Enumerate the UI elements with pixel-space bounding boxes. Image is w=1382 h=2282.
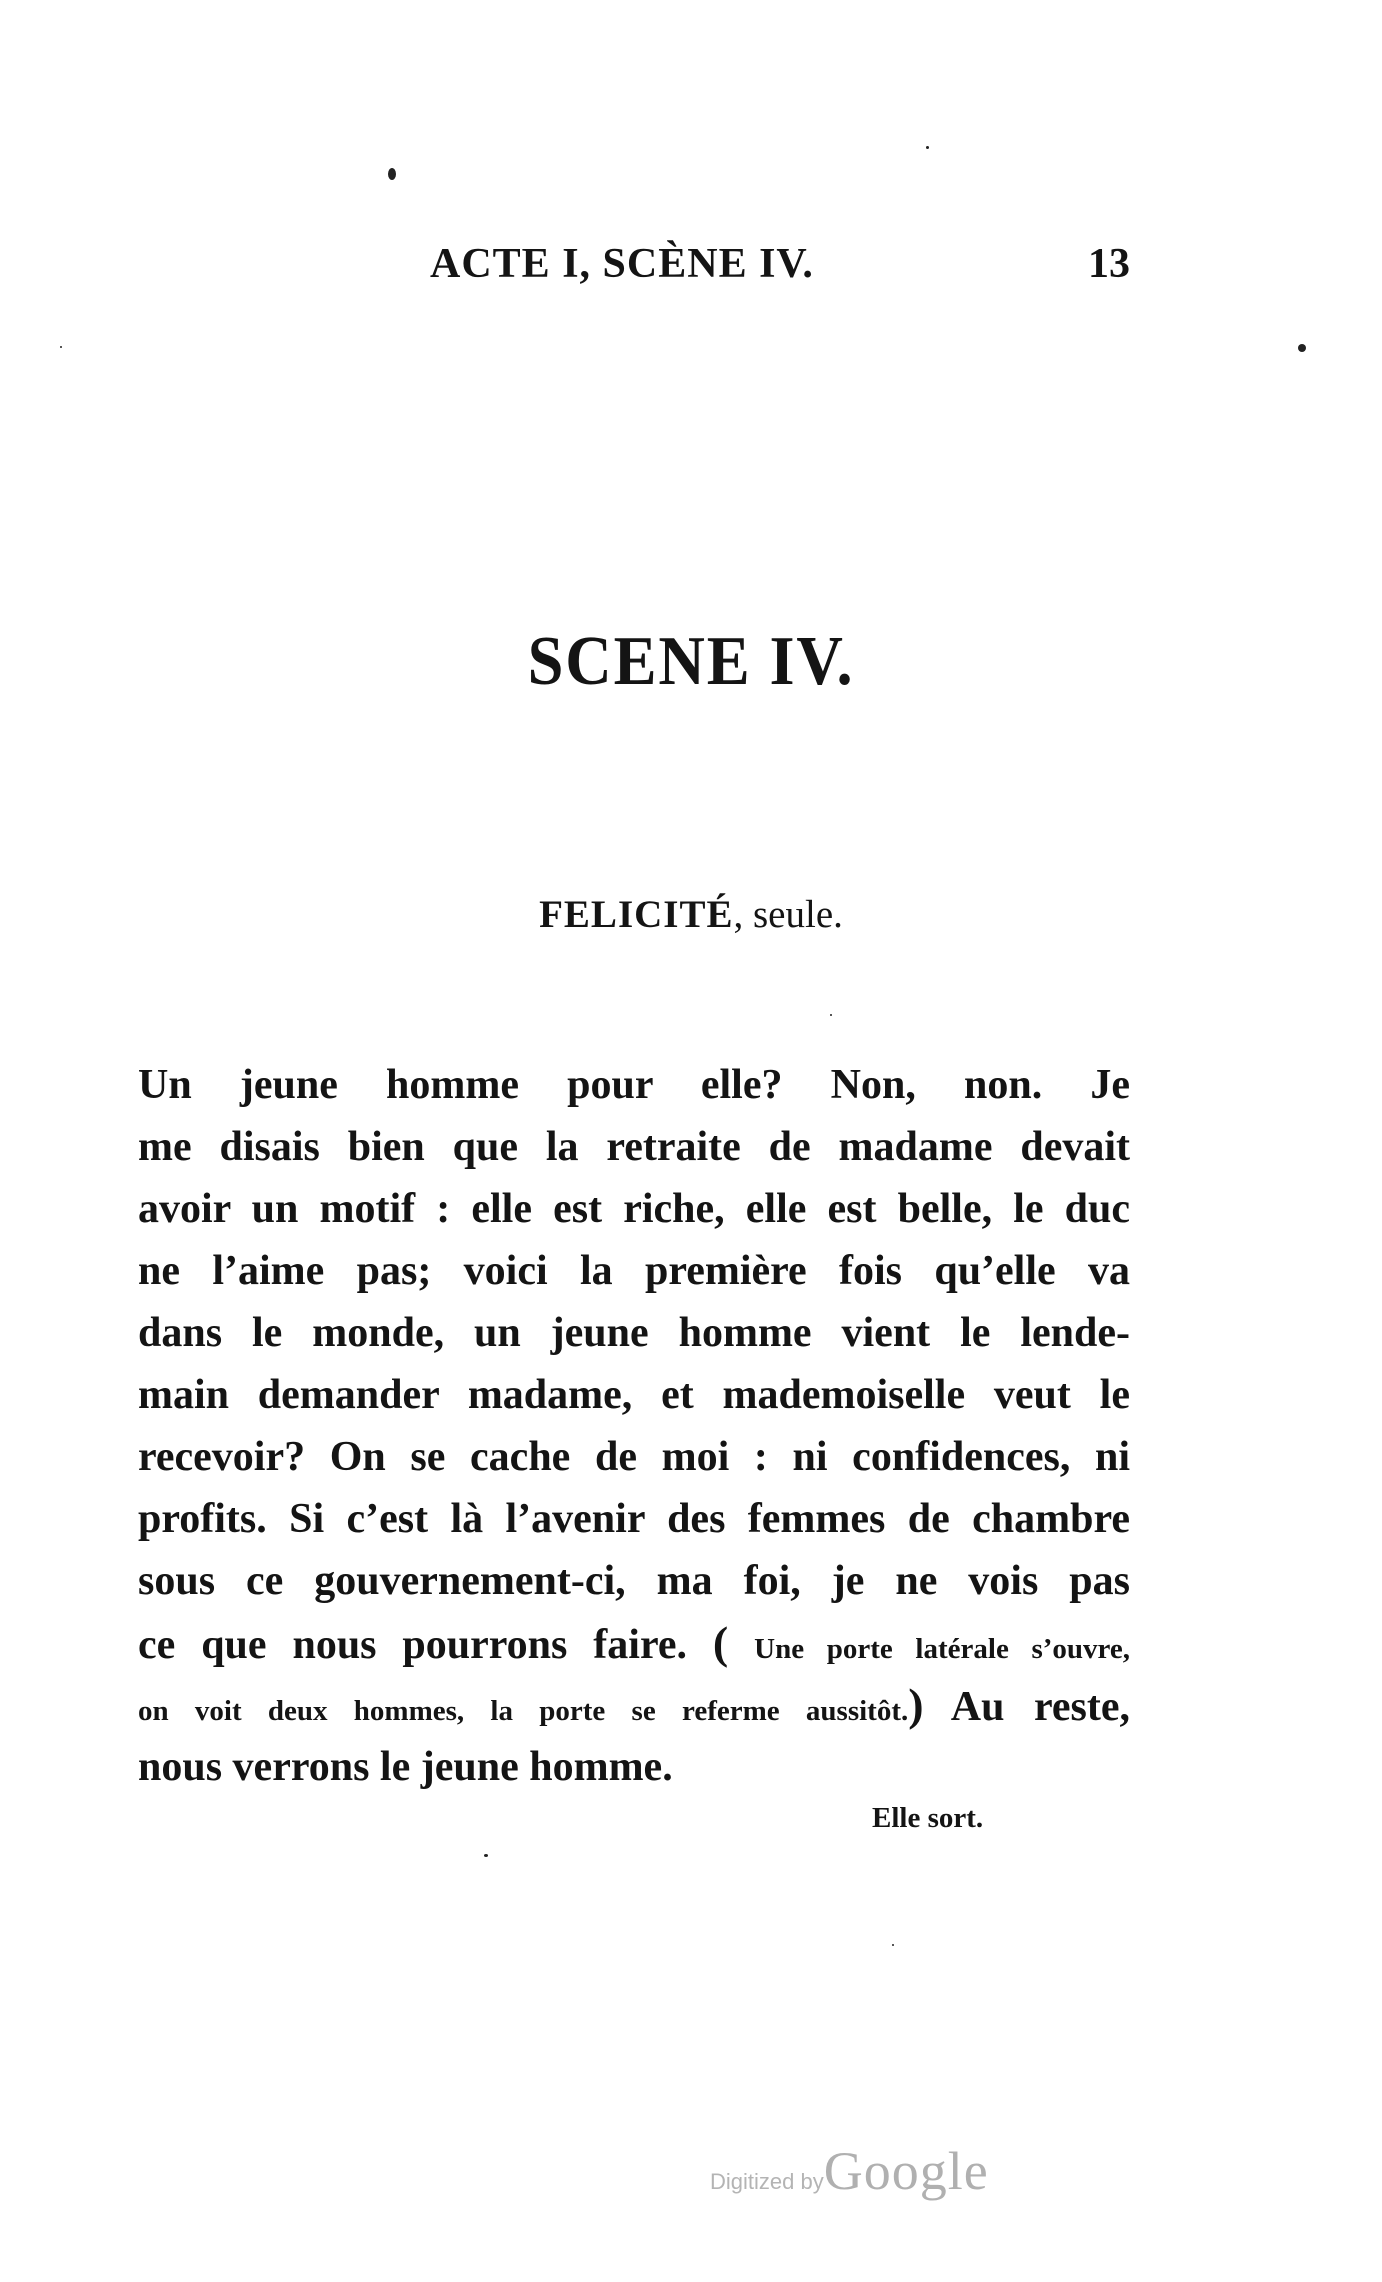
speech-line: ne l’aime pas; voici la première fois qu’elle va xyxy=(138,1248,1130,1294)
speech-line: avoir un motif : elle est riche, elle est belle, le duc xyxy=(138,1186,1130,1232)
running-head xyxy=(430,240,1130,300)
running-head-title: ACTE I, SCÈNE IV. xyxy=(430,241,814,287)
scene-title: SCENE IV. xyxy=(527,623,855,700)
speech-line-text: Au reste, xyxy=(950,1684,1130,1730)
stage-direction: Une porte latérale s’ouvre, xyxy=(754,1633,1131,1665)
page-number: 13 xyxy=(1088,241,1130,287)
character-heading xyxy=(0,892,1382,937)
ink-speck xyxy=(484,1854,488,1857)
google-logo: Google xyxy=(823,2141,989,2201)
speech-line: Un jeune homme pour elle? Non, non. Je xyxy=(138,1062,1130,1108)
speech-line: me disais bien que la retraite de madame devait xyxy=(138,1124,1130,1170)
ink-speck xyxy=(388,168,396,180)
ink-speck xyxy=(830,1014,832,1016)
character-name: FELICITÉ xyxy=(539,893,734,936)
speech-line: nous verrons le jeune homme. xyxy=(138,1744,673,1790)
speech-line: dans le monde, un jeune homme vient le lende- xyxy=(138,1310,1130,1356)
character-note: , seule. xyxy=(733,893,843,936)
speech-line-with-stage-direction: ce que nous pourrons faire. ( Une porte latérale s’ouvre, xyxy=(138,1617,1131,1668)
ink-speck xyxy=(1298,344,1306,352)
digitized-by-text: Digitized by xyxy=(710,2169,824,2194)
ink-speck xyxy=(926,146,929,149)
speech-line: profits. Si c’est là l’avenir des femmes de chambre xyxy=(138,1496,1130,1542)
speech-line-text: ce que nous pourrons faire. xyxy=(138,1622,687,1668)
digitized-watermark xyxy=(710,2140,989,2202)
ink-speck xyxy=(892,1944,894,1946)
speech-line: recevoir? On se cache de moi : ni confidences, ni xyxy=(138,1434,1130,1480)
ink-speck xyxy=(60,346,62,348)
stage-direction: on voit deux hommes, la porte se referme aussitôt. xyxy=(138,1695,909,1727)
speech-body xyxy=(138,1054,1130,1798)
speech-line: sous ce gouvernement-ci, ma foi, je ne vois pas xyxy=(138,1558,1130,1604)
speech-line-with-stage-direction: on voit deux hommes, la porte se referme aussitôt.) Au reste, xyxy=(138,1679,1130,1730)
speech-line: main demander madame, et mademoiselle veut le xyxy=(138,1372,1130,1418)
exit-stage-direction: Elle sort. xyxy=(872,1802,984,1834)
